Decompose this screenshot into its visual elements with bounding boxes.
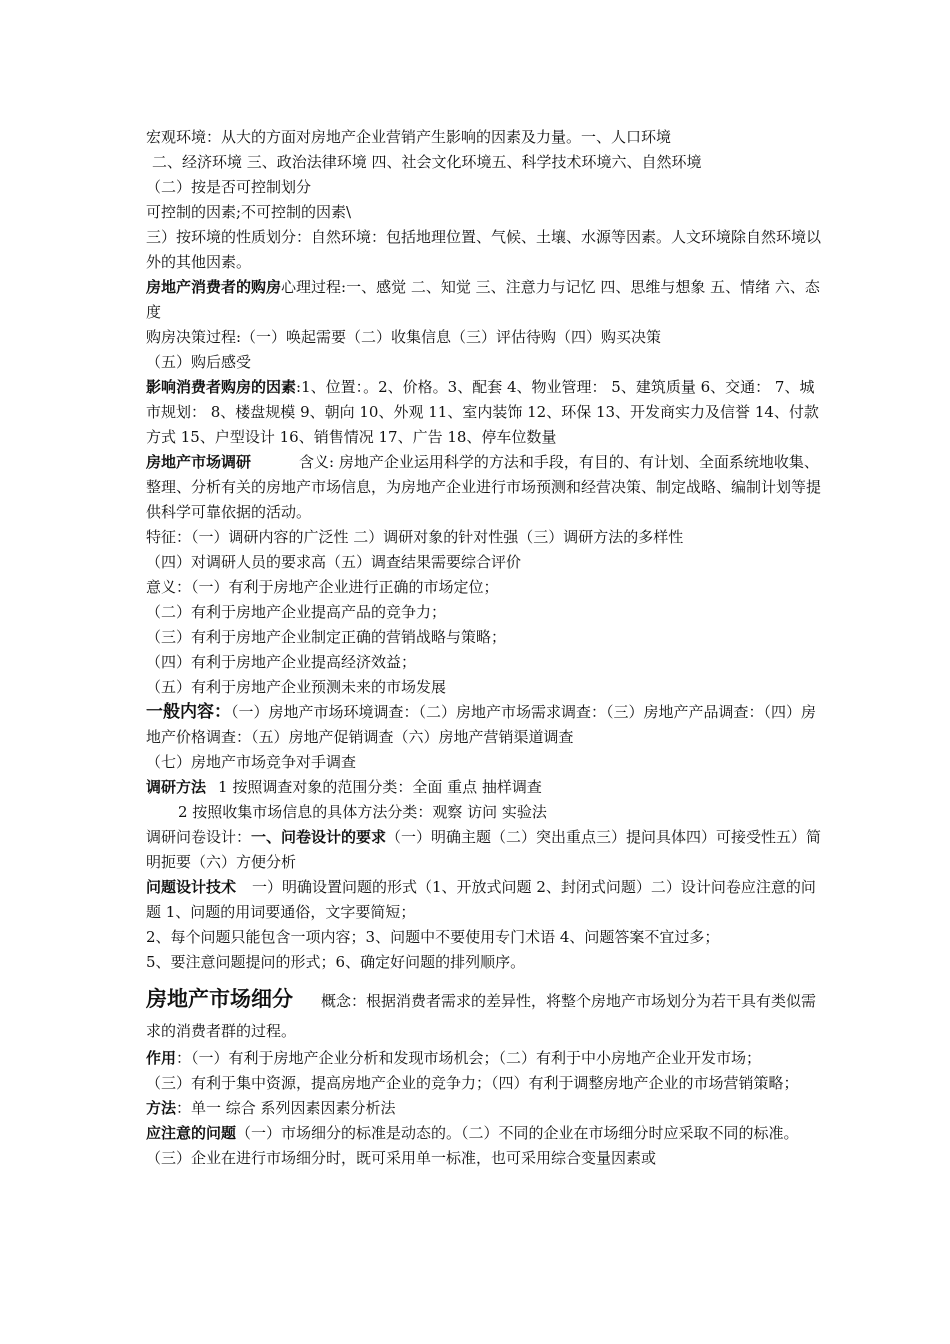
- paragraph-question-design-2: 2、每个问题只能包含一项内容；3、问题中不要使用专门术语 4、问题答案不宜过多；: [146, 928, 720, 946]
- text-buyer-psychology: 心理过程:一、感觉 二、知觉 三、注意力与记忆 四、思维与想象 五、情绪 六、态度: [146, 278, 820, 321]
- text-questionnaire-requirements: （一）明确主题（二）突出重点三）提问具体四）可接受性五）简明扼要（六）方便分析: [146, 828, 822, 871]
- paragraph-market-segmentation: [146, 984, 826, 1046]
- paragraph-significance-3: （三）有利于房地产企业制定正确的营销战略与策略；: [146, 628, 507, 646]
- label-questionnaire-design: 调研问卷设计：: [146, 828, 252, 846]
- paragraph-segmentation-role-2: （三）有利于集中资源，提高房地产企业的竞争力；（四）有利于调整房地产企业的市场营销策略；: [146, 1074, 799, 1092]
- paragraph-controllable-factors: 可控制的因素;不可控制的因素\: [146, 203, 352, 221]
- paragraph-post-purchase: （五）购后感受: [146, 353, 252, 371]
- paragraph-segmentation-notes: [146, 1121, 826, 1171]
- heading-purchase-factors: 影响消费者购房的因素: [146, 378, 297, 396]
- document-body: [146, 125, 826, 1171]
- paragraph-environment-nature: 三）按环境的性质划分：自然环境：包括地理位置、气候、土壤、水源等因素。人文环境除自然环境以外的其他因素。: [146, 228, 822, 271]
- paragraph-significance-2: （二）有利于房地产企业提高产品的竞争力；: [146, 603, 447, 621]
- paragraph-general-content: [146, 700, 826, 750]
- heading-research-methods: 调研方法: [146, 778, 207, 796]
- heading-market-segmentation: 房地产市场细分: [146, 987, 293, 1011]
- paragraph-decision-process: 购房决策过程:（一）唤起需要（二）收集信息（三）评估待购（四）购买决策: [146, 328, 662, 346]
- paragraph-market-research: [146, 450, 826, 525]
- paragraph-purchase-factors: [146, 375, 826, 450]
- heading-question-design: 问题设计技术: [146, 878, 237, 896]
- paragraph-segmentation-role: [146, 1046, 826, 1071]
- text-question-design: 一）明确设置问题的形式（1、开放式问题 2、封闭式问题）二）设计问卷应注意的问题 1、问题的用词要通俗，文字要简短；: [146, 878, 816, 921]
- paragraph-question-design: [146, 875, 826, 925]
- text-segmentation-method: ：单一 综合 系列因素因素分析法: [176, 1099, 396, 1117]
- paragraph-significance-5: （五）有利于房地产企业预测未来的市场发展: [146, 678, 447, 696]
- paragraph-significance-4: （四）有利于房地产企业提高经济效益；: [146, 653, 417, 671]
- heading-general-content: 一般内容：: [146, 702, 231, 722]
- heading-questionnaire-requirements: 一、问卷设计的要求: [251, 828, 387, 846]
- text-market-research: 含义: 房地产企业运用科学的方法和手段，有目的、有计划、全面系统地收集、整理、分析有关的房地产市场信息，为房地产企业进行市场预测和经营决策、制定战略、编制计划等提供科学可靠依据的活动。: [146, 453, 822, 521]
- paragraph-controllable-division: （二）按是否可控制划分: [146, 178, 312, 196]
- heading-segmentation-method: 方法: [146, 1099, 177, 1117]
- heading-segmentation-notes: 应注意的问题: [146, 1124, 237, 1142]
- paragraph-macro-environment: 宏观环境：从大的方面对房地产企业营销产生影响的因素及力量。一、人口环境: [146, 128, 672, 146]
- text-segmentation-role: ：（一）有利于房地产企业分析和发现市场机会；（二）有利于中小房地产企业开发市场；: [176, 1049, 762, 1067]
- text-purchase-factors: :1、位置：。2、价格。3、配套 4、物业管理： 5、建筑质量 6、交通： 7、城市规划： 8、楼盘规模 9、朝向 10、外观 11、室内装饰 12、环保 13、开发商实力及信誉 14、付款方式 15、户型设计 16、销售情况 17、广告 18、停车位数量: [146, 378, 819, 446]
- paragraph-research-methods: [146, 775, 826, 800]
- paragraph-features-cont: （四）对调研人员的要求高（五）调查结果需要综合评价: [146, 553, 522, 571]
- paragraph-research-methods-2: 2 按照收集市场信息的具体方法分类：观察 访问 实验法: [178, 803, 547, 821]
- paragraph-segmentation-method: [146, 1096, 826, 1121]
- paragraph-features: 特征：（一）调研内容的广泛性 二）调研对象的针对性强（三）调研方法的多样性: [146, 528, 684, 546]
- paragraph-buyer-psychology: [146, 275, 826, 325]
- text-segmentation-notes: （一）市场细分的标准是动态的。（二）不同的企业在市场细分时应采取不同的标准。（三）企业在进行市场细分时，既可采用单一标准，也可采用综合变量因素或: [146, 1124, 799, 1167]
- text-market-segmentation: 概念：根据消费者需求的差异性，将整个房地产市场划分为若干具有类似需求的消费者群的过程。: [146, 992, 817, 1040]
- heading-segmentation-role: 作用: [146, 1049, 177, 1067]
- heading-buyer-psychology: 房地产消费者的购房: [146, 278, 282, 296]
- text-research-methods: 1 按照调查对象的范围分类：全面 重点 抽样调查: [218, 778, 542, 796]
- text-general-content: （一）房地产市场环境调查：（二）房地产市场需求调查：（三）房地产产品调查：（四）房地产价格调查：（五）房地产促销调查（六）房地产营销渠道调查: [146, 703, 817, 746]
- paragraph-competitor-survey: （七）房地产市场竞争对手调查: [146, 753, 357, 771]
- paragraph-significance: 意义：（一）有利于房地产企业进行正确的市场定位；: [146, 578, 499, 596]
- paragraph-questionnaire-design: [146, 825, 826, 875]
- paragraph-question-design-3: 5、要注意问题提问的形式；6、确定好问题的排列顺序。: [146, 953, 526, 971]
- heading-market-research: 房地产市场调研: [146, 453, 252, 471]
- paragraph-environment-list: 二、经济环境 三、政治法律环境 四、社会文化环境五、科学技术环境六、自然环境: [152, 153, 702, 171]
